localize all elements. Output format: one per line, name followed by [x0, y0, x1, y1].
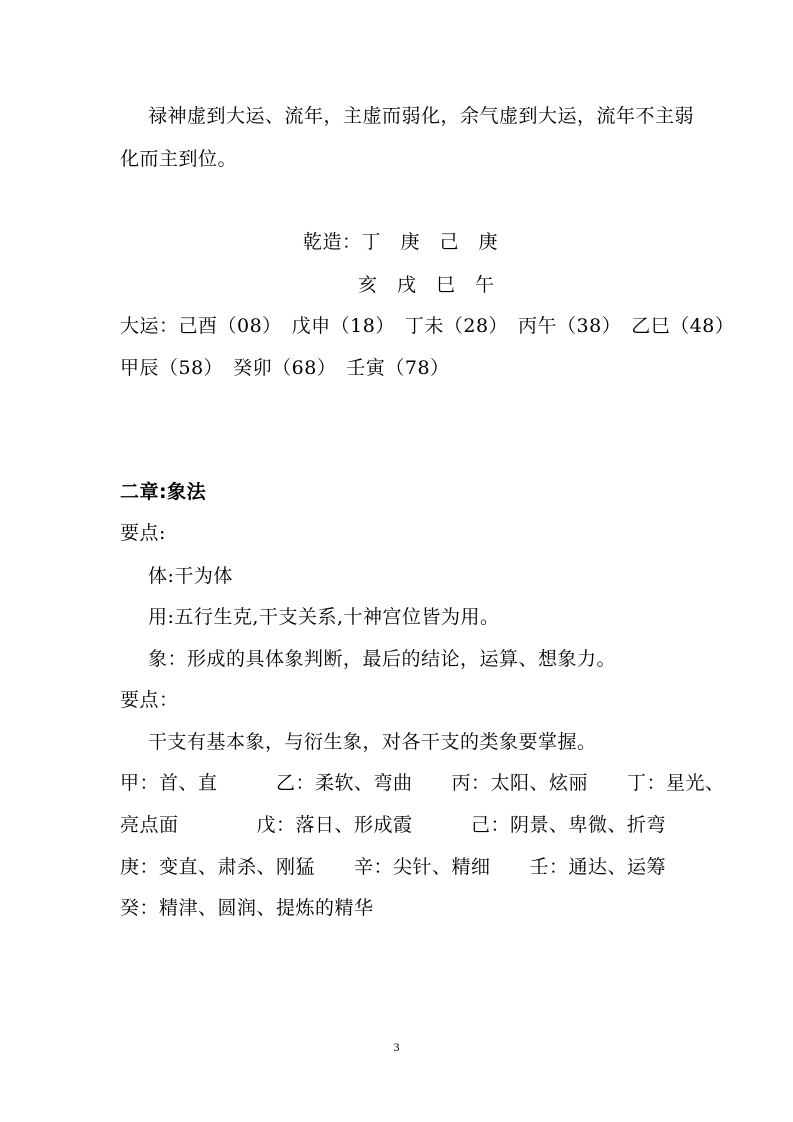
xiang-line: 象：形成的具体象判断，最后的结论，运算、想象力。	[148, 648, 617, 670]
intro-line: 干支有基本象，与衍生象，对各干支的类象要掌握。	[148, 731, 597, 753]
key-points-label: 要点：	[120, 689, 179, 711]
chart-branches: 亥 戌 巳 午	[358, 274, 495, 296]
stem-imagery-row: 庚：变直、肃杀、刚猛 辛：尖针、精细 壬：通达、运筹	[120, 856, 667, 878]
dayun-line: 大运：己酉（08） 戊申（18） 丁未（28） 丙午（38） 乙巳（48）	[120, 315, 735, 337]
text-line: 化而主到位。	[120, 148, 238, 170]
stem-imagery-row: 亮点面 戊：落日、形成霞 己：阴景、卑微、折弯	[120, 814, 667, 836]
dayun-line: 甲辰（58） 癸卯（68） 壬寅（78）	[120, 357, 450, 379]
chapter-title: 二章:象法	[120, 481, 207, 503]
yong-line: 用:五行生克,干支关系,十神宫位皆为用。	[148, 606, 500, 628]
text-line: 禄神虚到大运、流年，主虚而弱化，余气虚到大运，流年不主弱	[148, 105, 695, 127]
ti-line: 体:干为体	[148, 565, 233, 587]
key-points-label: 要点:	[120, 522, 166, 544]
stem-imagery-row: 癸：精津、圆润、提炼的精华	[120, 897, 374, 919]
chart-stems: 乾造：丁 庚 己 庚	[303, 231, 499, 253]
page-number: 3	[393, 1040, 400, 1054]
stem-imagery-row: 甲：首、直 乙：柔软、弯曲 丙：太阳、炫丽 丁：星光、	[120, 772, 725, 794]
